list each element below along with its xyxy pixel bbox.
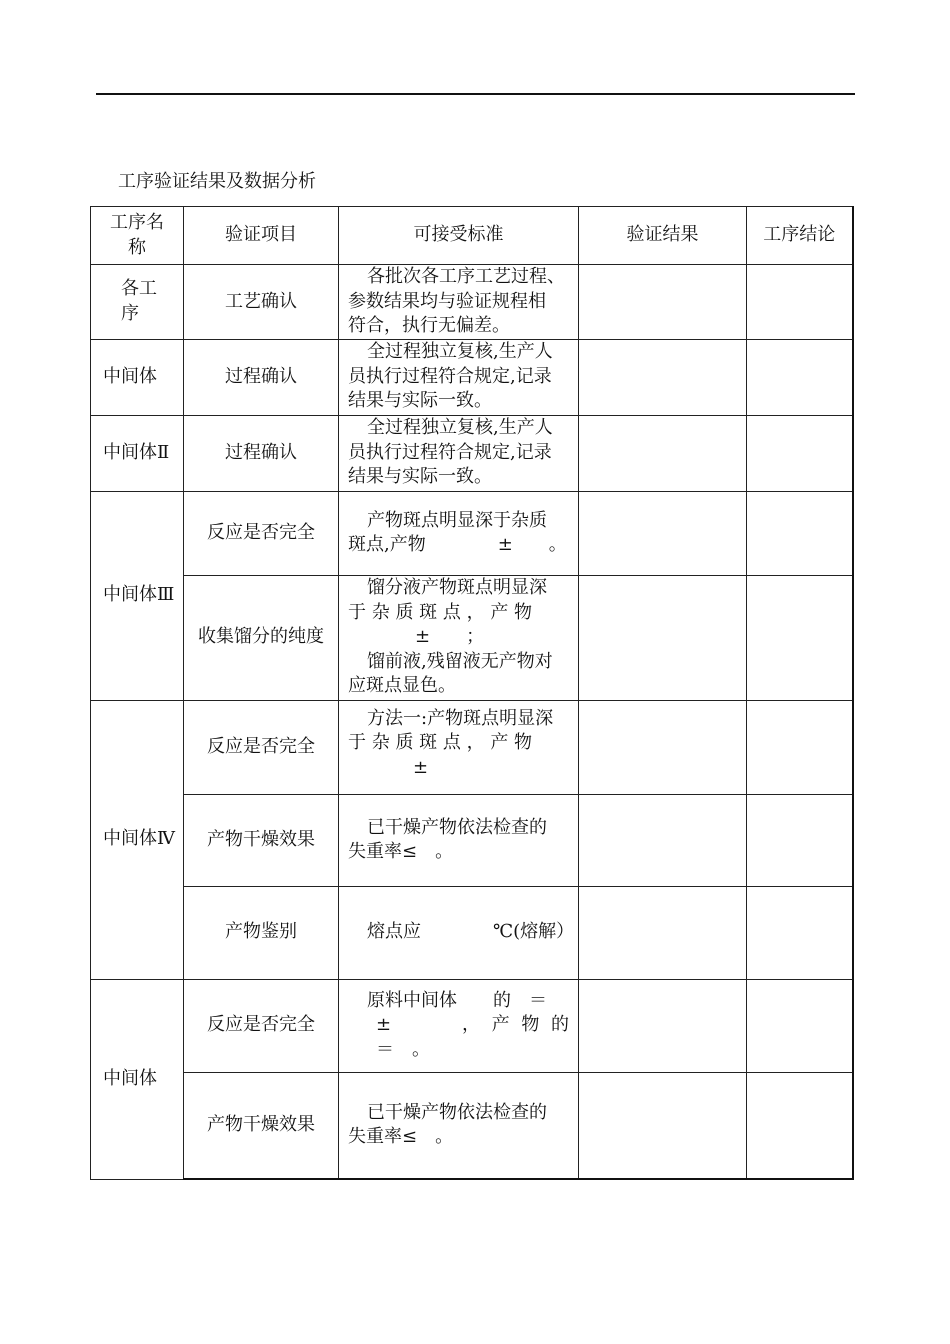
table-row [91, 700, 853, 794]
result-cell [579, 1072, 747, 1179]
criteria-cell: 已干燥产物依法检查的 失重率≤ 。 [339, 1072, 579, 1179]
conclusion-cell [747, 886, 853, 979]
table-header-row [91, 207, 853, 265]
conclusion-cell [747, 575, 853, 700]
conclusion-cell [747, 700, 853, 794]
item-cell: 反应是否完全 [184, 491, 339, 575]
conclusion-cell [747, 265, 853, 340]
header-criteria: 可接受标准 [339, 207, 579, 265]
table-row [91, 1072, 853, 1179]
table-row [91, 491, 853, 575]
stage-cell: 中间体Ⅲ [91, 491, 184, 700]
table-row [91, 339, 853, 415]
header-rule [96, 93, 855, 95]
criteria-cell: 原料中间体 的 ＝ ± ，产物的 ＝ 。 [339, 979, 579, 1072]
criteria-cell: 全过程独立复核,生产人 员执行过程符合规定,记录 结果与实际一致。 [339, 415, 579, 491]
conclusion-cell [747, 415, 853, 491]
result-cell [579, 886, 747, 979]
item-cell: 收集馏分的纯度 [184, 575, 339, 700]
criteria-cell: 已干燥产物依法检查的 失重率≤ 。 [339, 794, 579, 886]
result-cell [579, 700, 747, 794]
conclusion-cell [747, 794, 853, 886]
result-cell [579, 491, 747, 575]
result-cell [579, 415, 747, 491]
item-cell: 过程确认 [184, 339, 339, 415]
header-stage-name: 工序名称 [91, 207, 184, 265]
stage-cell: 中间体Ⅳ [91, 700, 184, 979]
stage-cell: 各工序 [91, 265, 184, 340]
header-result: 验证结果 [579, 207, 747, 265]
conclusion-cell [747, 1072, 853, 1179]
criteria-cell: 馏分液产物斑点明显深 于 杂 质 斑 点 ， 产 物 ± ； 馏前液,残留液无产物对 应斑点显色。 [339, 575, 579, 700]
item-cell: 过程确认 [184, 415, 339, 491]
item-cell: 产物鉴别 [184, 886, 339, 979]
table-row [91, 886, 853, 979]
result-cell [579, 265, 747, 340]
conclusion-cell [747, 339, 853, 415]
table-row [91, 575, 853, 700]
validation-table [90, 206, 854, 1180]
stage-cell: 中间体 [91, 979, 184, 1179]
header-item: 验证项目 [184, 207, 339, 265]
criteria-cell: 熔点应 ℃(熔解） [339, 886, 579, 979]
item-cell: 反应是否完全 [184, 979, 339, 1072]
result-cell [579, 794, 747, 886]
table-row [91, 265, 853, 340]
criteria-cell: 方法一:产物斑点明显深 于 杂 质 斑 点 ， 产 物 ± [339, 700, 579, 794]
criteria-cell: 产物斑点明显深于杂质 斑点,产物 ± 。 [339, 491, 579, 575]
item-cell: 产物干燥效果 [184, 1072, 339, 1179]
conclusion-cell [747, 979, 853, 1072]
result-cell [579, 979, 747, 1072]
result-cell [579, 575, 747, 700]
criteria-cell: 各批次各工序工艺过程、 参数结果均与验证规程相 符合，执行无偏差。 [339, 265, 579, 340]
result-cell [579, 339, 747, 415]
table-row [91, 794, 853, 886]
item-cell: 工艺确认 [184, 265, 339, 340]
item-cell: 反应是否完全 [184, 700, 339, 794]
stage-cell: 中间体 [91, 339, 184, 415]
section-caption: 工序验证结果及数据分析 [118, 171, 316, 192]
stage-cell: 中间体Ⅱ [91, 415, 184, 491]
table-row [91, 415, 853, 491]
item-cell: 产物干燥效果 [184, 794, 339, 886]
header-conclusion: 工序结论 [747, 207, 853, 265]
conclusion-cell [747, 491, 853, 575]
table-row [91, 979, 853, 1072]
criteria-cell: 全过程独立复核,生产人 员执行过程符合规定,记录 结果与实际一致。 [339, 339, 579, 415]
